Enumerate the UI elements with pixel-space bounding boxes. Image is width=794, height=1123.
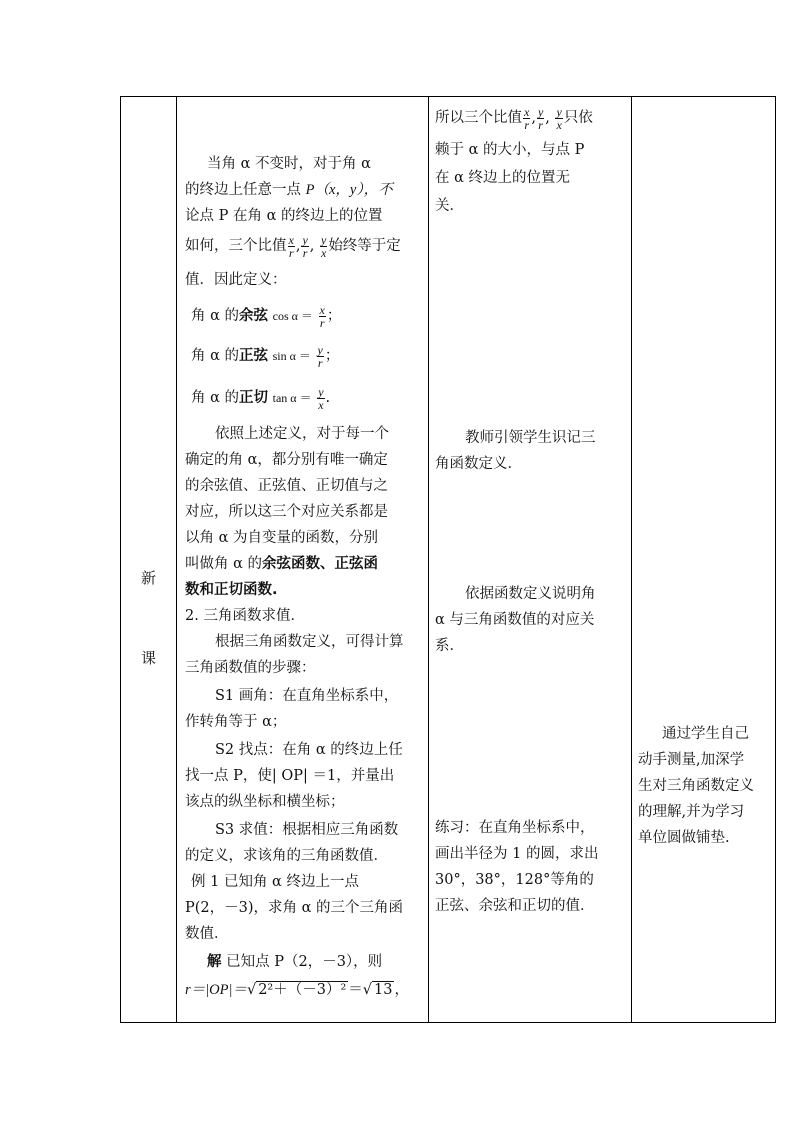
section-label-char: 新 <box>140 569 156 587</box>
text-span: 始终等于定 <box>328 238 401 254</box>
text-span: 叫做角 α 的 <box>185 556 263 572</box>
text-span: r＝|OP|＝ <box>185 982 247 998</box>
fraction-y-over-x: $\frac{y}{x}$ <box>320 232 327 260</box>
fraction-x-over-r: $\frac{x}{r}$ <box>288 232 294 260</box>
text-span: 角 α 的 <box>191 390 240 406</box>
text-line: 当角 α 不变时，对于角 α <box>207 156 371 172</box>
exercise-line: 画出半径为 1 的圆，求出 <box>435 846 599 862</box>
text-line: 确定的角 α，都分别有唯一确定 <box>185 452 388 468</box>
example-line: P(2，－3)，求角 α 的三个三角函 <box>185 900 404 916</box>
text-line: 关． <box>435 198 464 214</box>
term-tangent: 正切 <box>239 390 269 406</box>
text-span: 角 α 的 <box>191 348 240 364</box>
text-line: 单位圆做铺垫. <box>638 830 730 846</box>
solution-line: r＝|OP|＝√ 2²＋（－3）² ＝√ 13 ， <box>185 982 409 998</box>
fraction-y-over-x: $\frac{y}{x}$ <box>556 104 562 132</box>
text-span: tan α ＝ <box>272 391 312 405</box>
solution-label: 解 <box>207 954 222 970</box>
lesson-table <box>120 96 776 1023</box>
section-label-char: 课 <box>140 649 156 667</box>
intent-column <box>632 97 776 1022</box>
text-span: sin α ＝ <box>272 349 311 363</box>
text-line: 值．因此定义： <box>185 272 287 288</box>
step-line: 作转角等于 α； <box>185 714 287 730</box>
step-line: 的定义，求该角的三角函数值． <box>185 848 388 864</box>
fraction-y-over-r: $\frac{y}{r}$ <box>302 232 308 260</box>
text-line: 三角函数值的步骤： <box>185 660 316 676</box>
example-line: 例 1 已知角 α 终边上一点 <box>191 874 359 890</box>
text-line: α 与三角函数值的对应关 <box>435 612 595 628</box>
step-line: 该点的纵坐标和横坐标； <box>185 794 345 810</box>
fraction-y-over-x: $\frac{y}{x}$ <box>318 384 324 412</box>
text-span: cos α ＝ <box>272 309 313 323</box>
term-cosine: 余弦 <box>239 308 269 324</box>
text-line: 赖于 α 的大小，与点 P <box>435 142 585 158</box>
text-line: 生对三角函数定义 <box>638 778 754 794</box>
text-line: 系． <box>435 638 464 654</box>
section-column <box>121 97 176 1022</box>
text-line: 对应，所以这三个对应关系都是 <box>185 504 388 520</box>
text-line: 的理解,并为学习 <box>638 804 745 820</box>
exercise-line: 正弦、余弦和正切的值． <box>435 898 595 914</box>
text-line: 根据三角函数定义，可得计算 <box>215 634 404 650</box>
text-span: 已知点 P（2，－3），则 <box>221 954 383 970</box>
step-line: S3 求值：根据相应三角函数 <box>215 822 399 838</box>
activity-column <box>429 97 631 1022</box>
text-line: 通过学生自己 <box>662 726 749 742</box>
bold-term: 余弦函数、正弦函 <box>262 556 379 572</box>
text-line: 所以三个比值 $\frac{x}{r}$ , $\frac{y}{r}$ , $\frac{y}{x}$ 只依 <box>435 104 593 132</box>
text-line: 依据函数定义说明角 <box>465 586 596 602</box>
fraction-x-over-r: $\frac{x}{r}$ <box>319 302 325 330</box>
section-heading: 2. 三角函数求值． <box>185 608 305 624</box>
step-line: S1 画角：在直角坐标系中， <box>215 688 399 704</box>
content-column <box>177 97 428 1022</box>
radicand: 2²＋（－3）² <box>258 982 347 998</box>
exercise-line: 练习：在直角坐标系中， <box>435 820 595 836</box>
text-line: 在 α 终边上的位置无 <box>435 170 571 186</box>
fraction-x-over-r: $\frac{x}{r}$ <box>524 104 530 132</box>
bold-term: 数和正切函数. <box>185 582 278 598</box>
fraction-y-over-r: $\frac{y}{r}$ <box>317 342 323 370</box>
exercise-line: 30°，38°，128°等角的 <box>435 872 594 888</box>
text-line: 教师引领学生识记三 <box>465 430 596 446</box>
text-span: 角 α 的 <box>191 308 240 324</box>
text-line: 论点 P 在角 α 的终边上的位置 <box>185 208 383 224</box>
text-line: 以角 α 为自变量的函数，分别 <box>185 530 379 546</box>
solution-line <box>207 949 382 975</box>
term-sine: 正弦 <box>239 348 269 364</box>
text-line: 的余弦值、正弦值、正切值与之 <box>185 478 388 494</box>
definition-cos: 角 α 的余弦 cos α ＝ $\frac{x}{r}$ ； <box>191 302 342 330</box>
text-line: 动手测量,加深学 <box>638 752 745 768</box>
step-line: 找一点 P，使| OP| ＝1，并量出 <box>185 768 395 784</box>
definition-sin: 角 α 的正弦 sin α ＝ $\frac{y}{r}$ ； <box>191 342 340 370</box>
step-line: S2 找点：在角 α 的终边上任 <box>215 742 403 758</box>
example-line: 数值． <box>185 926 229 942</box>
text-span: 的终边上任意一点 <box>185 182 301 198</box>
text-line: 依照上述定义，对于每一个 <box>215 426 389 442</box>
text-line: 角函数定义． <box>435 456 522 472</box>
definition-tan: 角 α 的正切 tan α ＝ $\frac{y}{x}$ . <box>191 384 331 412</box>
radicand: 13 <box>374 982 393 998</box>
text-span: P（x，y），不 <box>305 182 393 198</box>
text-span: ＝ <box>348 982 363 998</box>
text-line <box>185 551 378 577</box>
text-span: ， <box>394 982 409 998</box>
text-line: 如何，三个比值 $\frac{x}{r}$ , $\frac{y}{r}$ , $\frac{y}{x}$ 始终等于定 <box>185 232 401 260</box>
fraction-y-over-r: $\frac{y}{r}$ <box>537 104 544 132</box>
text-line <box>185 177 393 203</box>
text-span: 所以三个比值 <box>435 110 522 126</box>
text-span: 如何，三个比值 <box>185 238 287 254</box>
text-span: 只依 <box>563 110 593 126</box>
